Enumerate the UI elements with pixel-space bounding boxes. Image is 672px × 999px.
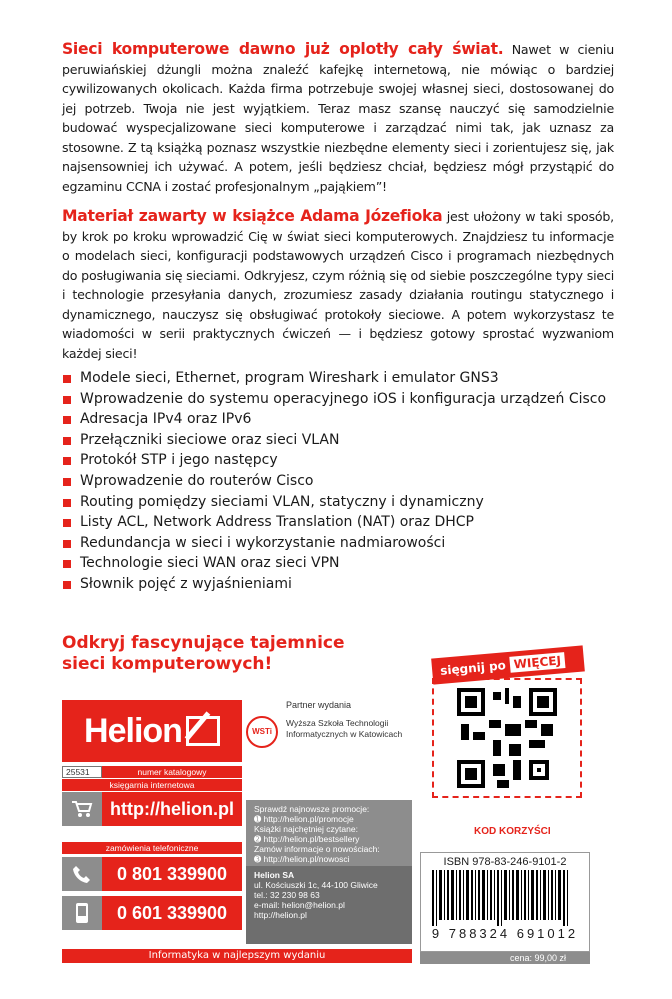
list-item: Listy ACL, Network Address Translation (NAT) oraz DHCP [62,512,606,533]
intro-text: Nawet w cieniu peruwiańskiej dżungli można znaleźć kafejkę internetową, nie mówiąc o bardziej cywilizowanych okolicach. Każda firma potrzebuje swojej własnej sieci, dostosowanej do jej potrzeb. Twoja nie jest wyjątkiem. Teraz masz szansę nauczyć się samodzielnie budować wyspecjalizowane sieci komputerowe i zarządzać nimi tak, jak uznasz za stosowne. Z tą książką poznasz wszystkie niezbędne elementy sieci i zorientujesz się, jak najsensowniej ich używać. A potem, jeśli będziesz chciał, będziesz mógł przystąpić do egzaminu CCNA i zostać profesjonalnym „pająkiem”! [62,42,614,194]
intro-paragraph [62,40,614,196]
catalog-number: 25531 [62,766,102,778]
bullet-icon [63,478,71,486]
list-item: Modele sieci, Ethernet, program Wireshark i emulator GNS3 [62,368,606,389]
mobile-icon [62,896,102,930]
promo-link[interactable]: ➊ http://helion.pl/promocje [254,814,354,824]
publisher-slogan: Informatyka w najlepszym wydaniu [62,949,412,963]
contact-block: Helion SA ul. Kościuszki 1c, 44-100 Gliwice tel.: 32 230 98 63 e-mail: helion@helion.pl http://helion.pl [246,866,412,944]
catalog-label: numer katalogowy [102,766,242,778]
tagline: Odkryj fascynujące tajemnice sieci komputerowych! [62,633,345,674]
feature-list [62,368,606,595]
bullet-icon [63,457,71,465]
partner-label: Partner wydania [286,700,352,710]
bestsellers-link[interactable]: ➋ http://helion.pl/bestsellery [254,834,360,844]
content-paragraph [62,207,614,363]
bullet-icon [63,540,71,548]
promo-block: Sprawdź najnowsze promocje: ➊ http://helion.pl/promocje Książki najchętniej czytane: ➋ http://helion.pl/bestsellery Zamów informacje o nowościach: ➌ http://helion.pl/nowosci [246,800,412,866]
bullet-icon [63,519,71,527]
list-item: Protokół STP i jego następcy [62,450,606,471]
partner-block [246,700,403,739]
price: cena: 99,00 zł [420,952,590,964]
list-item: Adresacja IPv4 oraz IPv6 [62,409,606,430]
list-item: Routing pomiędzy sieciami VLAN, statyczny i dynamiczny [62,492,606,513]
list-item: Wprowadzenie do routerów Cisco [62,471,606,492]
url-row[interactable] [62,792,242,826]
isbn-text: ISBN 978-83-246-9101-2 [443,856,567,868]
phone-number-1[interactable]: 0 801 339900 [116,863,228,884]
barcode-icon [430,870,580,926]
qr-tag: sięgnij po WIĘCEJ [431,645,585,684]
wsti-logo: WSTi [246,716,278,748]
list-item: Słownik pojęć z wyjaśnieniami [62,574,606,595]
qr-block [420,652,590,822]
bullet-icon [63,581,71,589]
phone-icon [62,857,102,891]
isbn-block [420,852,590,952]
phone-row-1[interactable] [62,857,242,891]
publisher-url[interactable]: http://helion.pl [110,798,234,819]
bullet-icon [63,437,71,445]
bullet-icon [63,375,71,383]
list-item: Technologie sieci WAN oraz sieci VPN [62,553,606,574]
content-lead: Materiał zawarty w książce Adama Józefioka [62,207,443,225]
cart-icon [62,792,102,826]
bullet-icon [63,560,71,568]
barcode-digits: 9 788324 691012 [431,926,579,941]
content-text: jest ułożony w taki sposób, by krok po kroku wprowadzić Cię w świat sieci komputerowych. Znajdziesz tu informacje o modelach sieci, konfiguracji podstawowych urządzeń Cisco i programach niezbędnych do posługiwania się sieciami. Odkryjesz, czym różnią się od siebie poszczególne typy sieci i technologie przesyłania danych, zrozumiesz zasady działania routingu statycznego i dynamicznego, nauczysz się obsługiwać protokoły sieciowe. A potem wykorzystasz te wiadomości w serii praktycznych ćwiczeń — i będziesz gotowy sprostać wyzwaniom każdej sieci! [62,209,614,361]
phone-orders-label: zamówienia telefoniczne [62,842,242,854]
contact-url[interactable]: http://helion.pl [254,910,307,920]
catalog-row [62,766,242,778]
logo-text: Helion [84,711,182,750]
bullet-icon [63,499,71,507]
bookstore-label: księgarnia internetowa [62,779,242,791]
phone-row-2[interactable] [62,896,242,930]
logo-mark-icon [186,716,220,746]
list-item: Redundancja w sieci i wykorzystanie nadmiarowości [62,533,606,554]
phone-number-2[interactable]: 0 601 339900 [116,902,228,923]
list-item: Wprowadzenie do systemu operacyjnego iOS i konfiguracja urządzeń Cisco [62,389,606,410]
intro-lead: Sieci komputerowe dawno już oplotły cały świat. [62,40,504,58]
news-link[interactable]: ➌ http://helion.pl/nowosci [254,854,350,864]
bullet-icon [63,396,71,404]
qr-code-icon[interactable] [457,688,557,788]
partner-name: Wyższa Szkoła Technologii Informatycznych w Katowicach [286,718,403,739]
helion-logo[interactable] [62,700,242,762]
contact-email[interactable]: e-mail: helion@helion.pl [254,900,345,910]
list-item: Przełączniki sieciowe oraz sieci VLAN [62,430,606,451]
qr-code-label: KOD KORZYŚCI [474,826,551,837]
qr-frame [432,678,582,798]
bullet-icon [63,416,71,424]
